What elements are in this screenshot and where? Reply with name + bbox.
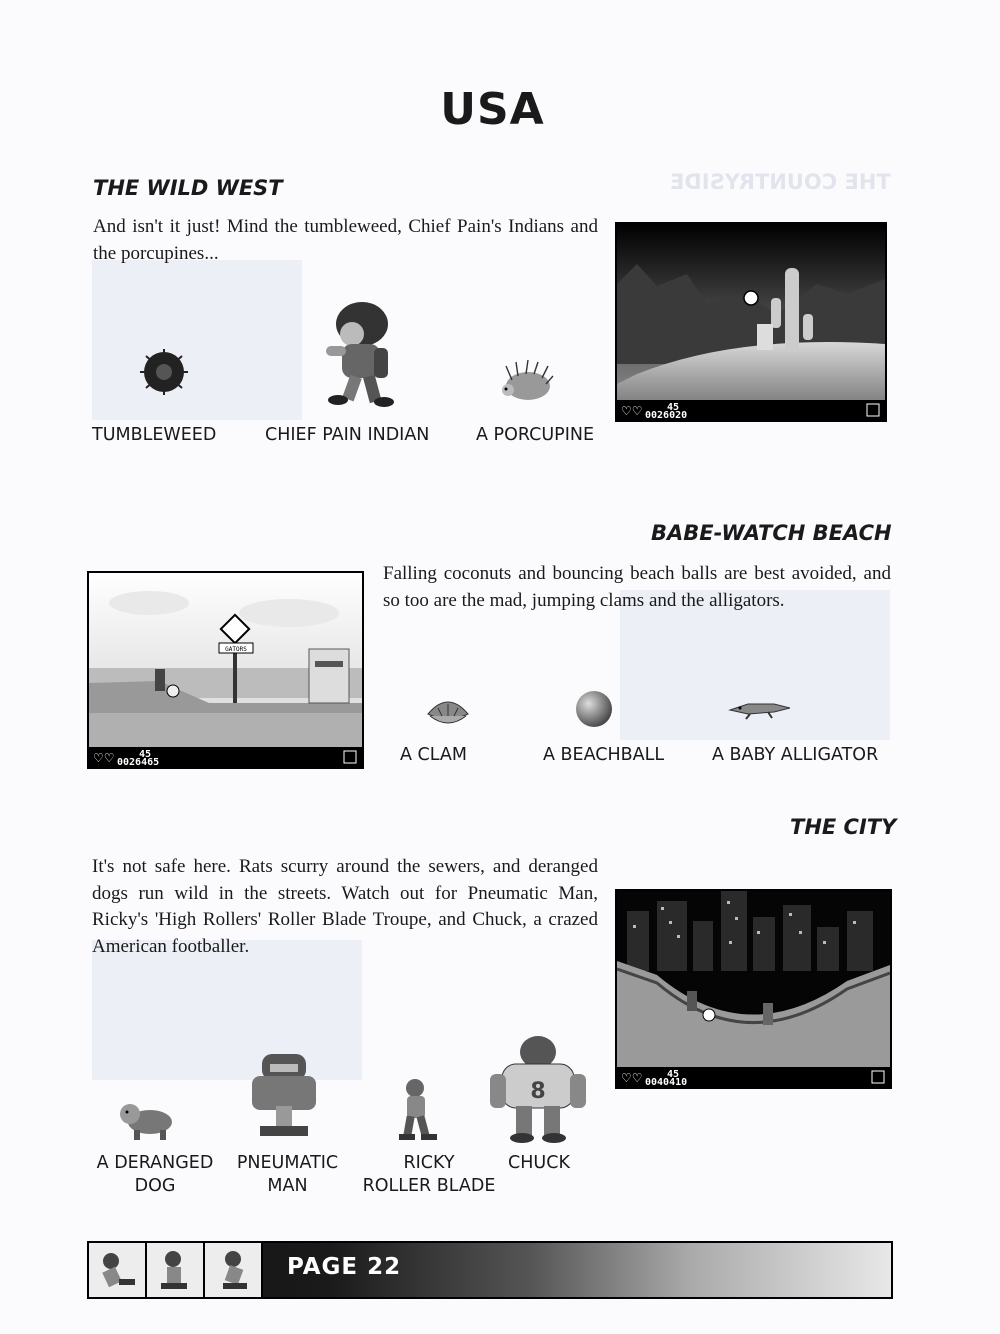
- hud-score: 0026465: [117, 757, 160, 767]
- caption-line: ROLLER BLADE: [362, 1176, 496, 1196]
- baby-alligator-sprite: [728, 698, 792, 720]
- beach-description: Falling coconuts and bouncing beach balls are best avoided, and so too are the mad, jumping clams and the alligators.: [383, 563, 891, 611]
- caption-ricky-roller-blade: [355, 1152, 503, 1198]
- beach-game-screenshot: [87, 571, 364, 769]
- svg-text:8: 8: [530, 1079, 546, 1104]
- wild-west-description: And isn't it just! Mind the tumbleweed, Chief Pain's Indians and the porcupines...: [93, 216, 598, 264]
- caption-beachball: A BEACHBALL: [543, 745, 665, 765]
- page-number-label: PAGE 22: [287, 1254, 402, 1280]
- caption-line: RICKY: [403, 1153, 455, 1173]
- tumbleweed-sprite: [138, 348, 190, 396]
- hud-lives: 45: [139, 749, 152, 760]
- caption-chief-pain-indian: CHIEF PAIN INDIAN: [265, 425, 430, 445]
- city-description: It's not safe here. Rats scurry around the sewers, and deranged dogs run wild in the streets. Watch out for Pneumatic Man, Ricky's 'High Rollers' Roller Blade Troupe, and Chuck, a crazed American footballer.: [92, 856, 598, 957]
- character-thumbnail: [89, 1243, 147, 1297]
- heart-icon: ♡♡: [621, 1071, 643, 1085]
- hud-score: 0040410: [645, 1077, 688, 1087]
- porcupine-sprite: [498, 360, 554, 402]
- wild-west-game-screenshot: [615, 222, 887, 422]
- caption-line: PNEUMATIC: [236, 1153, 339, 1173]
- caption-baby-alligator: A BABY ALLIGATOR: [712, 745, 879, 765]
- section-title-city: THE CITY: [790, 815, 897, 839]
- section-title-wild-west: THE WILD WEST: [93, 176, 283, 200]
- caption-line: DOG: [134, 1176, 176, 1196]
- caption-chuck: [494, 1152, 584, 1175]
- caption-line: A DERANGED: [96, 1153, 214, 1173]
- ricky-roller-blade-sprite: [395, 1076, 441, 1144]
- hud-score: 0026020: [645, 410, 688, 420]
- bleed-through-block: [92, 260, 302, 420]
- caption-pneumatic-man: [225, 1152, 350, 1198]
- section-title-beach: BABE-WATCH BEACH: [651, 521, 892, 545]
- beachball-sprite: [574, 689, 614, 729]
- chuck-sprite: [486, 1034, 588, 1144]
- bleed-through-text: THE COUNTRYSIDE: [670, 170, 891, 194]
- caption-tumbleweed: TUMBLEWEED: [92, 425, 217, 445]
- heart-icon: ♡♡: [621, 404, 643, 418]
- caption-porcupine: A PORCUPINE: [476, 425, 595, 445]
- page-title: USA: [440, 84, 545, 135]
- caption-clam: A CLAM: [400, 745, 467, 765]
- caption-line: CHUCK: [508, 1153, 570, 1173]
- hud-lives: 45: [667, 402, 680, 413]
- character-thumbnail: [147, 1243, 205, 1297]
- hud-lives: 45: [667, 1069, 680, 1080]
- character-thumbnail: [205, 1243, 263, 1297]
- caption-line: MAN: [267, 1176, 308, 1196]
- clam-sprite: [424, 694, 472, 730]
- city-game-screenshot: [615, 889, 892, 1089]
- gator-sign-text: GATORS: [225, 646, 247, 653]
- pneumatic-man-sprite: [246, 1050, 322, 1142]
- chief-pain-indian-sprite: [312, 296, 402, 408]
- caption-deranged-dog: [85, 1152, 225, 1198]
- heart-icon: ♡♡: [93, 751, 115, 765]
- deranged-dog-sprite: [116, 1096, 180, 1142]
